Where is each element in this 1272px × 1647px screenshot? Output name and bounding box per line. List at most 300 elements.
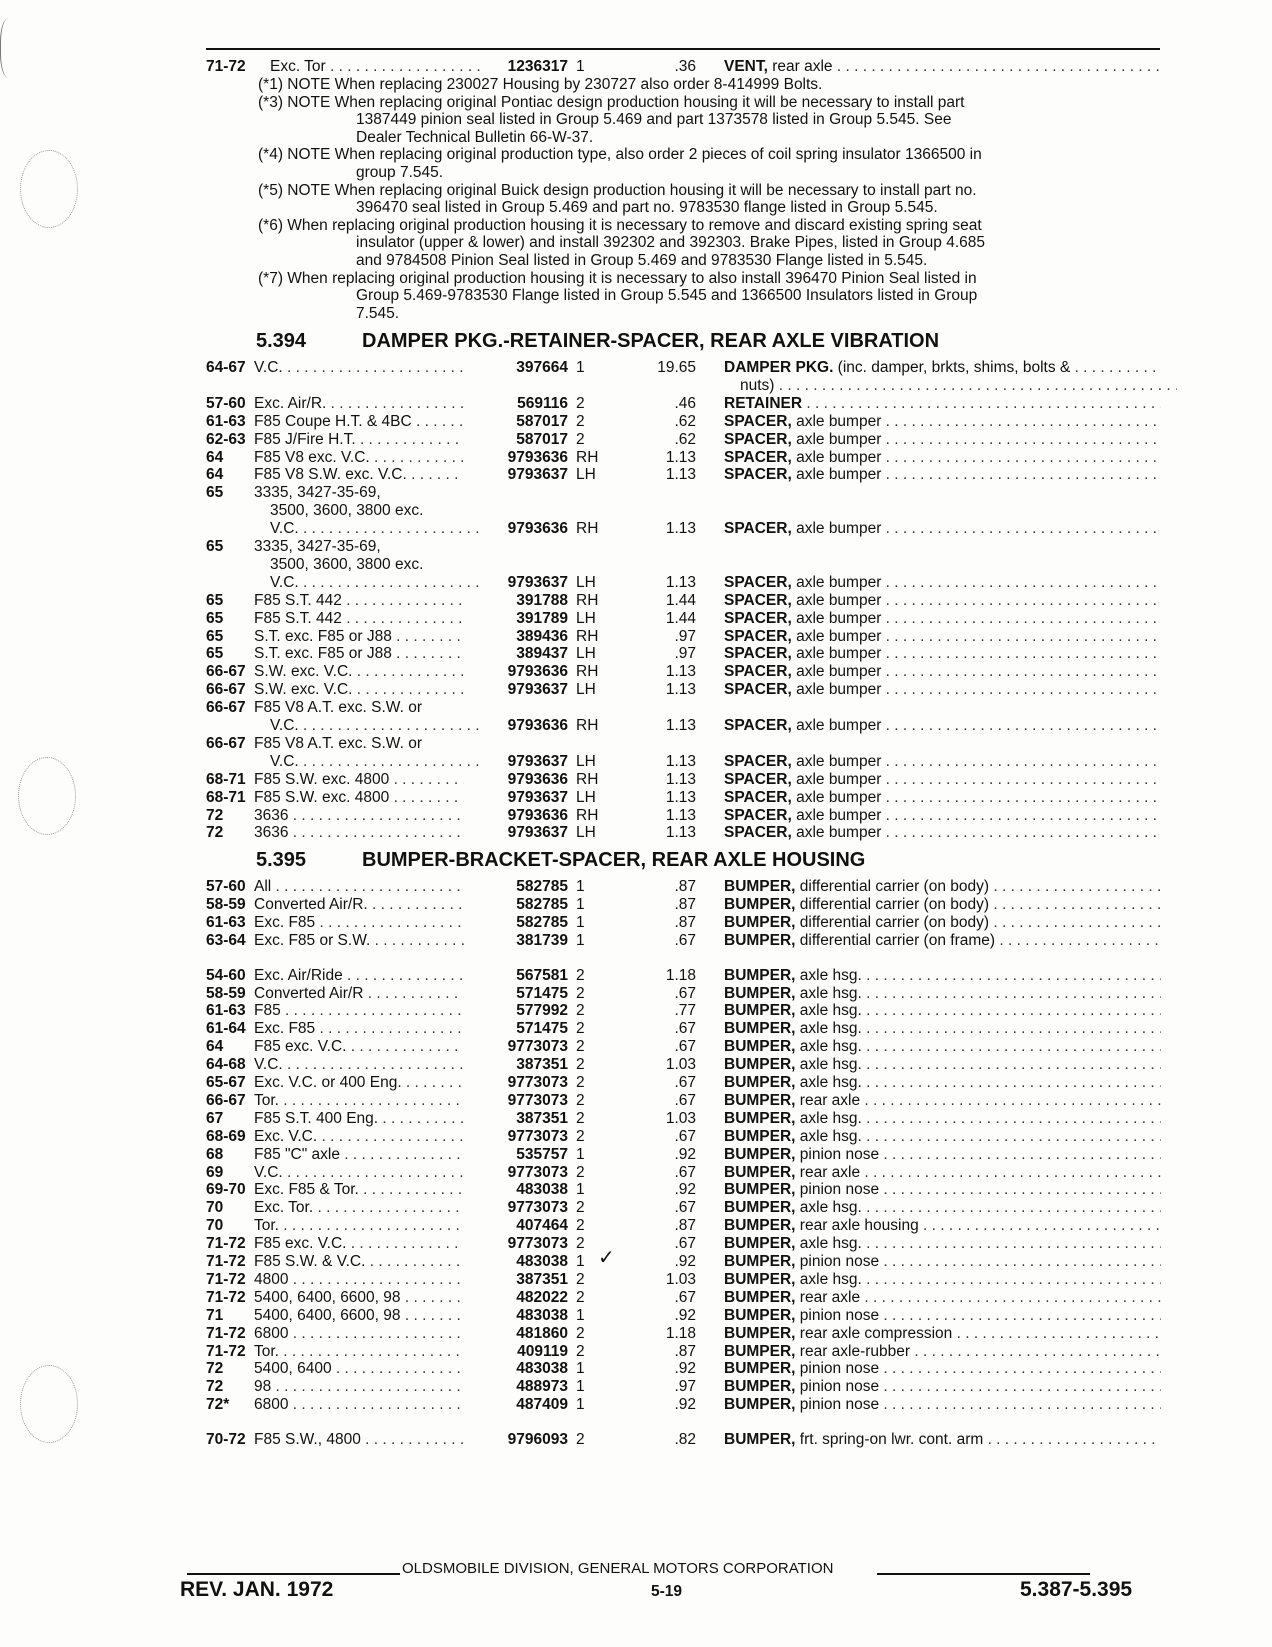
price: 1.13 [665, 806, 696, 824]
quantity: 2 [576, 1342, 585, 1360]
note-line: Group 5.469-9783530 Flange listed in Group 5.545 and 1366500 Insulators listed in Group [356, 287, 978, 305]
part-number: 381739 [516, 931, 568, 949]
description [724, 1360, 1161, 1379]
top-rule [206, 48, 1160, 50]
part-number: 535757 [516, 1145, 568, 1163]
application: F85 S.W. & V.C. . . . [254, 1253, 464, 1272]
description-text: axle hsg. [795, 984, 862, 1002]
handwritten-check-mark: ✓ [598, 1247, 615, 1269]
price: 1.44 [665, 591, 696, 609]
year: 65 [206, 627, 224, 645]
description-text: axle hsg. [795, 1020, 862, 1038]
part-number: 9793636 [507, 663, 568, 681]
description-text: axle bumper [791, 448, 882, 466]
price: .87 [674, 1342, 696, 1360]
table-row-data [206, 1092, 1161, 1111]
description [724, 1325, 1161, 1344]
year: 64-68 [206, 1056, 246, 1074]
description-text: axle bumper [791, 520, 882, 538]
part-number: 387351 [516, 1056, 568, 1074]
part-number: 587017 [516, 430, 568, 448]
description [724, 1074, 1161, 1093]
table-row-data [206, 1253, 1161, 1272]
quantity: 2 [576, 1056, 585, 1074]
description [724, 663, 1161, 682]
application: Converted Air/R . . . [254, 985, 464, 1004]
description-text: axle bumper [791, 645, 882, 663]
description [724, 1146, 1161, 1165]
description [724, 789, 1161, 808]
year: 61-63 [206, 913, 246, 931]
application: Tor. . . . [254, 1217, 464, 1236]
table-row-data [206, 985, 1161, 1004]
quantity: LH [576, 824, 596, 842]
table-row-data [206, 1360, 1161, 1379]
price: 1.13 [665, 573, 696, 591]
description [724, 1431, 1161, 1450]
year: 66-67 [206, 663, 246, 681]
description-text: axle hsg. [795, 1002, 862, 1020]
application: V.C. . . . [254, 1164, 464, 1183]
quantity: 1 [576, 1253, 585, 1270]
year: 66-67 [206, 699, 246, 717]
year: 71-72 [206, 58, 246, 75]
quantity: 2 [576, 1235, 585, 1253]
table-row-data [206, 1110, 1161, 1129]
description-bold: BUMPER, [724, 1020, 796, 1038]
table-row-data [206, 520, 1161, 539]
year: 71-72 [206, 1288, 246, 1306]
price: .46 [674, 394, 696, 412]
quantity: 2 [576, 966, 585, 984]
description [724, 628, 1161, 647]
application: V.C. . . . [270, 753, 480, 772]
year: 71 [206, 1306, 224, 1324]
description-bold: SPACER, [724, 824, 792, 842]
part-number: 407464 [516, 1217, 568, 1235]
table-row-data [206, 1307, 1161, 1326]
price: 1.13 [665, 663, 696, 681]
price: 1.13 [665, 717, 696, 734]
application: F85 Coupe H.T. & 4BC . . . [254, 413, 464, 432]
part-number: 391788 [516, 591, 568, 609]
year: 71-72 [206, 1324, 246, 1342]
description-bold: DAMPER PKG. [724, 359, 834, 376]
part-number: 9773073 [507, 1038, 568, 1056]
price: 1.13 [665, 770, 696, 788]
application: F85 S.W., 4800 . . . [254, 1431, 464, 1450]
application: F85 S.W. exc. 4800 . . . [254, 771, 464, 790]
price: .67 [674, 1074, 696, 1091]
application: 5400, 6400, 6600, 98 . . . [254, 1289, 464, 1308]
description [724, 914, 1161, 933]
description [724, 1343, 1161, 1362]
part-number: 9793637 [507, 824, 568, 842]
application: 3636 . . . [254, 824, 464, 843]
description [724, 449, 1161, 468]
quantity: 2 [576, 1127, 585, 1145]
description-text: axle hsg. [795, 1235, 862, 1253]
quantity: RH [576, 663, 599, 681]
part-number: 9793636 [507, 520, 568, 538]
year: 65 [206, 645, 224, 663]
description [724, 592, 1161, 611]
description-text: differential carrier (on frame) [795, 931, 996, 949]
quantity: 2 [576, 1217, 585, 1235]
quantity: 1 [576, 58, 585, 75]
application: F85 V8 S.W. exc. V.C. . . . [254, 466, 464, 485]
section-number: 5.394 [256, 330, 307, 352]
description [724, 771, 1161, 790]
part-number: 9773073 [507, 1091, 568, 1109]
description-bold: BUMPER, [724, 1217, 796, 1235]
binder-hole-top [20, 150, 78, 228]
description-bold: SPACER, [724, 520, 792, 538]
description-bold: BUMPER, [724, 1288, 796, 1306]
price: 1.13 [665, 448, 696, 466]
description-bold: BUMPER, [724, 1127, 796, 1145]
price: .92 [674, 1360, 696, 1378]
quantity: LH [576, 645, 596, 663]
description [724, 932, 1161, 951]
table-row-data [206, 610, 1161, 629]
part-number: 582785 [516, 913, 568, 931]
part-number: 9796093 [507, 1431, 568, 1449]
application: 5400, 6400, 6600, 98 . . . [254, 1307, 464, 1326]
application-line: F85 V8 A.T. exc. S.W. or [254, 699, 422, 717]
table-row-data [206, 789, 1161, 808]
application: S.W. exc. V.C. . . . [254, 681, 464, 700]
note-line: 1387449 pinion seal listed in Group 5.469 and part 1373578 listed in Group 5.545. See [356, 111, 952, 129]
part-number: 389436 [516, 627, 568, 645]
description-text: axle bumper [791, 609, 882, 627]
quantity: LH [576, 752, 596, 770]
year: 72 [206, 1360, 224, 1378]
part-number: 9793636 [507, 770, 568, 788]
part-number: 409119 [517, 1342, 568, 1360]
year: 63-64 [206, 931, 246, 949]
part-number: 9773073 [507, 1074, 568, 1091]
description-bold: BUMPER, [724, 1270, 796, 1288]
year: 66-67 [206, 1091, 246, 1109]
application: F85 J/Fire H.T. . . . [254, 431, 464, 450]
description-text: axle bumper [791, 591, 882, 609]
application: Exc. V.C. or 400 Eng. . . . [254, 1074, 464, 1093]
description-bold: BUMPER, [724, 1342, 796, 1360]
section-heading [256, 330, 939, 353]
table-row-data [206, 466, 1161, 485]
description-bold: BUMPER, [724, 1056, 796, 1074]
price: .36 [674, 58, 696, 75]
application: Exc. F85 or S.W. . . . [254, 932, 464, 951]
application: Exc. F85 . . . [254, 914, 464, 933]
part-number: 9793636 [507, 717, 568, 734]
description [724, 1199, 1161, 1218]
section-number: 5.395 [256, 849, 307, 871]
table-row-data [206, 663, 1161, 682]
price: .87 [674, 1217, 696, 1235]
table-row-data [206, 717, 1161, 736]
year: 71-72 [206, 1253, 246, 1270]
quantity: 1 [576, 1181, 585, 1199]
description-bold: SPACER, [724, 717, 792, 734]
description [724, 1110, 1161, 1129]
price: .97 [674, 645, 696, 663]
application: V.C. . . . [254, 1056, 464, 1075]
part-number: 9773073 [507, 1163, 568, 1181]
description [724, 1271, 1161, 1290]
quantity: 2 [576, 1270, 585, 1288]
description-bold: BUMPER, [724, 1002, 796, 1020]
quantity: 1 [576, 931, 585, 949]
description-text: pinion nose [795, 1378, 880, 1396]
description-bold: BUMPER, [724, 878, 796, 895]
table-row-data [206, 753, 1161, 772]
quantity: 2 [576, 1288, 585, 1306]
description-bold: BUMPER, [724, 1253, 796, 1270]
year: 58-59 [206, 984, 246, 1002]
footer-division: OLDSMOBILE DIVISION, GENERAL MOTORS CORPORATION [402, 1560, 834, 1577]
quantity: 1 [576, 895, 585, 913]
note-line: (*3) NOTE When replacing original Pontiac design production housing it will be necessary to install part [258, 93, 965, 111]
part-number: 9793637 [507, 752, 568, 770]
application: S.T. exc. F85 or J88 . . . [254, 628, 464, 647]
description [724, 1253, 1161, 1272]
price: 1.13 [665, 752, 696, 770]
year: 65 [206, 484, 224, 502]
application: Exc. Air/Ride . . . [254, 967, 464, 986]
application: Exc. V.C. . . . [254, 1128, 464, 1147]
description [724, 1181, 1161, 1200]
description [724, 466, 1161, 485]
application: V.C. . . . [270, 574, 480, 593]
description-text: axle bumper [791, 806, 882, 824]
description-bold: SPACER, [724, 788, 792, 806]
description-text: rear axle [795, 1091, 861, 1109]
table-row-data [206, 914, 1161, 933]
quantity: 2 [576, 1074, 585, 1091]
description-bold: SPACER, [724, 663, 792, 681]
application: F85 "C" axle . . . [254, 1146, 464, 1165]
description-bold: BUMPER, [724, 1324, 796, 1342]
part-number: 582785 [516, 895, 568, 913]
application: 98 . . . [254, 1378, 464, 1397]
description-text: differential carrier (on body) [795, 895, 990, 913]
table-row-data [206, 1164, 1161, 1183]
year: 69-70 [206, 1181, 246, 1199]
description-bold: BUMPER, [724, 1091, 796, 1109]
part-number: 487409 [516, 1396, 568, 1414]
description-text: frt. spring-on lwr. cont. arm [795, 1431, 984, 1449]
description [724, 1128, 1161, 1147]
note-line: 7.545. [356, 304, 400, 322]
table-row-data [206, 1128, 1161, 1147]
application-line: 3500, 3600, 3800 exc. [270, 502, 424, 520]
quantity: LH [576, 681, 596, 699]
description-bold: BUMPER, [724, 984, 796, 1002]
price: .67 [674, 984, 696, 1002]
description-text: axle hsg. [795, 966, 862, 984]
footer-rule-left [187, 1573, 400, 1575]
table-row-data [206, 1056, 1161, 1075]
note-line: and 9784508 Pinion Seal listed in Group 5.469 and 9783530 Flange listed in 5.545. [356, 252, 928, 269]
application-line: 3335, 3427-35-69, [254, 538, 381, 555]
description [724, 753, 1161, 772]
description-text: axle bumper [791, 752, 882, 770]
price: .92 [674, 1145, 696, 1163]
description [724, 1396, 1161, 1415]
description [724, 717, 1161, 736]
description [724, 1235, 1161, 1254]
description-bold: SPACER, [724, 591, 792, 609]
application-line: 3335, 3427-35-69, [254, 484, 381, 502]
application: F85 V8 exc. V.C. . . . [254, 449, 464, 468]
part-number: 9793636 [507, 448, 568, 466]
table-row-data [206, 896, 1161, 915]
note-line: (*5) NOTE When replacing original Buick design production housing it will be necessary to install part no. [258, 181, 977, 199]
table-row-data [206, 1038, 1161, 1057]
application: F85 exc. V.C. . . . [254, 1235, 464, 1254]
description-text: axle bumper [791, 573, 882, 591]
description-text: axle bumper [791, 430, 882, 448]
description-bold: BUMPER, [724, 895, 796, 913]
description-bold: BUMPER, [724, 913, 796, 931]
year: 54-60 [206, 966, 246, 984]
description-bold: SPACER, [724, 627, 792, 645]
description-text: axle bumper [791, 663, 882, 681]
application: Tor. . . . [254, 1092, 464, 1111]
quantity: RH [576, 591, 599, 609]
part-number: 387351 [516, 1109, 568, 1127]
part-number: 9793637 [507, 466, 568, 484]
price: .87 [674, 913, 696, 931]
table-row-data [206, 645, 1161, 664]
application: Exc. Air/R. . . . [254, 395, 464, 414]
part-number: 9793637 [507, 681, 568, 699]
description [724, 359, 1161, 378]
year: 65 [206, 609, 224, 627]
quantity: 2 [576, 1109, 585, 1127]
table-row [206, 484, 1161, 520]
quantity: RH [576, 520, 599, 538]
application: F85 S.T. 442 . . . [254, 610, 464, 629]
description-bold: BUMPER, [724, 1199, 796, 1217]
price: .67 [674, 1163, 696, 1181]
description-text: axle bumper [791, 681, 882, 699]
price: 1.13 [665, 788, 696, 806]
table-row [206, 699, 1161, 718]
year: 61-63 [206, 1002, 246, 1020]
description [724, 1307, 1161, 1326]
description-bold: BUMPER, [724, 1235, 796, 1253]
table-row-data [206, 592, 1161, 611]
table-row [206, 538, 1161, 573]
application: S.W. exc. V.C. . . . [254, 663, 464, 682]
year: 67 [206, 1109, 224, 1127]
description-text: pinion nose [795, 1360, 880, 1378]
price: .67 [674, 1199, 696, 1217]
description [724, 1020, 1161, 1039]
description-text: pinion nose [795, 1306, 880, 1324]
note-line: group 7.545. [356, 164, 444, 181]
price: .87 [674, 895, 696, 913]
application: F85 S.W. exc. 4800 . . . [254, 789, 464, 808]
description-bold: RETAINER [724, 394, 803, 412]
description-bold: BUMPER, [724, 1306, 796, 1324]
year: 64 [206, 466, 224, 484]
table-row-data [206, 824, 1161, 843]
description-text: axle bumper [791, 466, 882, 484]
description [724, 1038, 1161, 1057]
year: 72 [206, 1378, 224, 1396]
description-text: axle bumper [791, 824, 882, 842]
quantity: LH [576, 573, 596, 591]
table-row-data [206, 431, 1161, 450]
quantity: 2 [576, 1091, 585, 1109]
description-bold: SPACER, [724, 573, 792, 591]
description-continuation [206, 377, 1161, 396]
quantity: 2 [576, 1431, 585, 1449]
part-number: 9773073 [507, 1127, 568, 1145]
part-number: 389437 [516, 645, 568, 663]
part-number: 9773073 [507, 1199, 568, 1217]
part-number: 9793637 [507, 788, 568, 806]
table-row-data [206, 1235, 1161, 1254]
description-bold: SPACER, [724, 770, 792, 788]
price: 1.13 [665, 824, 696, 842]
description-text: pinion nose [795, 1145, 880, 1163]
quantity: 1 [576, 913, 585, 931]
part-number: 1236317 [507, 58, 568, 75]
description-bold: BUMPER, [724, 1181, 796, 1199]
description-text: axle hsg. [795, 1199, 862, 1217]
price: .92 [674, 1306, 696, 1324]
description-bold: BUMPER, [724, 1396, 796, 1414]
year: 72* [206, 1396, 230, 1414]
table-row-data [206, 1002, 1161, 1021]
part-number: 9793636 [507, 806, 568, 824]
part-number: 567581 [516, 966, 568, 984]
description [724, 967, 1161, 986]
note-line: (*7) When replacing original production housing it is necessary to also install 396470 Pinion Seal listed in [258, 269, 977, 287]
application: F85 . . . [254, 1002, 464, 1021]
part-number: 483038 [516, 1253, 568, 1270]
description-bold: BUMPER, [724, 1109, 796, 1127]
part-number: 587017 [516, 412, 568, 430]
description-bold: BUMPER, [724, 1360, 796, 1378]
application: S.T. exc. F85 or J88 . . . [254, 645, 464, 664]
description-bold: BUMPER, [724, 1145, 796, 1163]
price: 1.44 [665, 609, 696, 627]
year: 68-71 [206, 788, 246, 806]
description-text: rear axle [795, 1163, 861, 1181]
part-number: 397664 [516, 359, 568, 376]
description-text: axle hsg. [795, 1038, 862, 1056]
part-number: 483038 [516, 1360, 568, 1378]
part-number: 482022 [516, 1288, 568, 1306]
application: All . . . [254, 878, 464, 897]
quantity: 2 [576, 1020, 585, 1038]
description-bold: SPACER, [724, 752, 792, 770]
quantity: RH [576, 448, 599, 466]
part-number: 483038 [516, 1181, 568, 1199]
table-row-data [206, 1074, 1161, 1093]
part-number: 387351 [516, 1270, 568, 1288]
note-line: (*1) NOTE When replacing 230027 Housing by 230727 also order 8-414999 Bolts. [258, 76, 823, 93]
year: 65 [206, 591, 224, 609]
application: 6800 . . . [254, 1325, 464, 1344]
part-number: 391789 [516, 609, 568, 627]
